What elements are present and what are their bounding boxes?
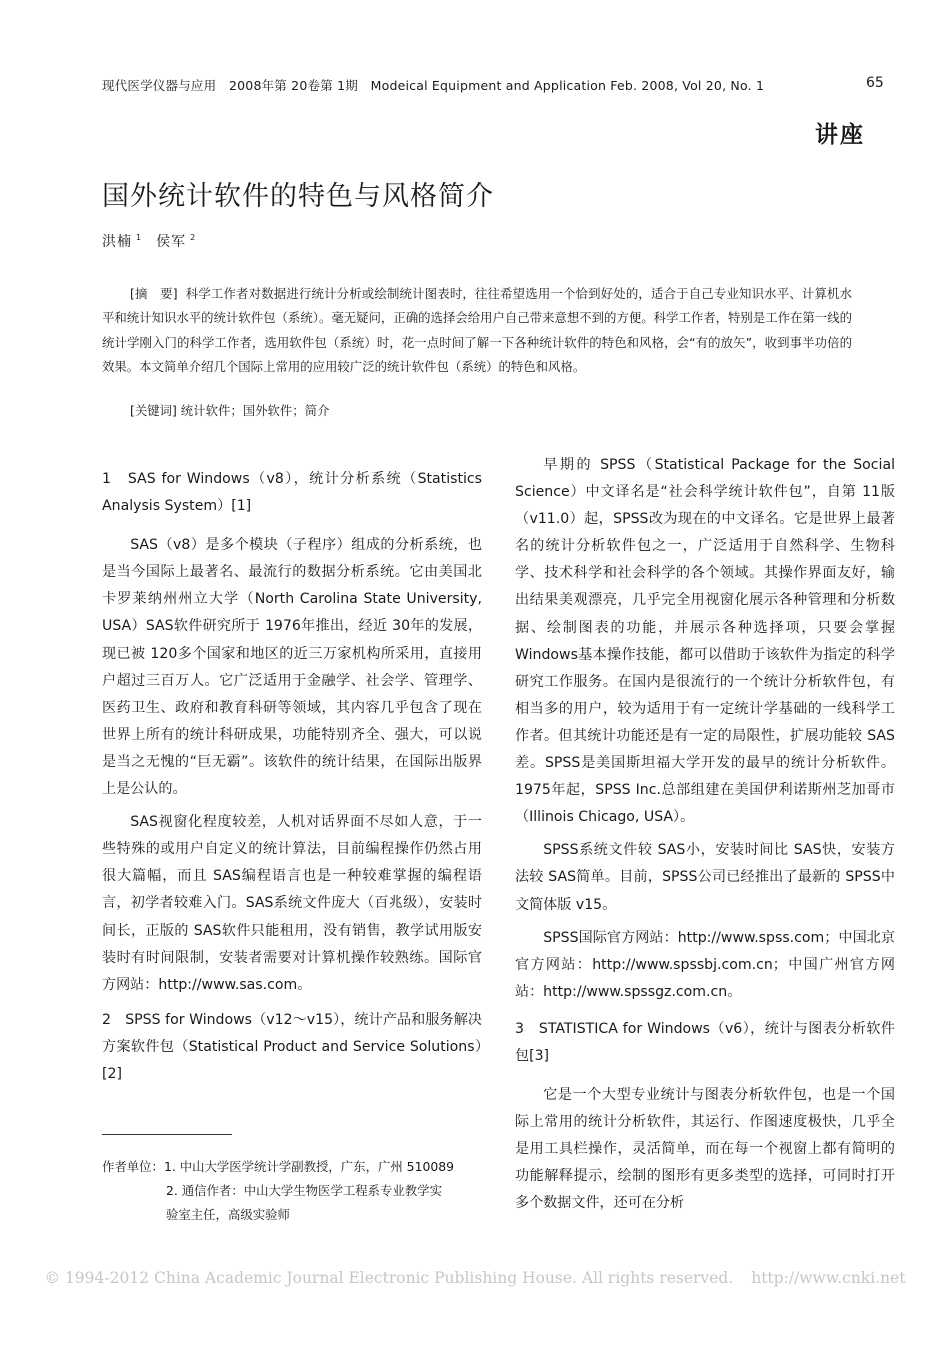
abstract-text: 科学工作者对数据进行统计分析或绘制统计图表时，往往希望选用一个恰到好处的，适合于自己专业知识水平、计算机水平和统计知识水平的统计软件包（系统）。毫无疑问，正确的选择会给用户自己带来意想不到的方便。科学工作者，特别是工作在第一线的统计学刚入门的科学工作者，选用软件包（系统）时，花一点时间了解一下各种统计软件的特色和风格，会“有的放矢”，收到事半功倍的效果。本文简单介绍几个国际上常用的应用较广泛的统计软件包（系统）的特色和风格。	[102, 286, 853, 374]
author-affil-mark: 1	[136, 233, 143, 242]
abstract	[102, 282, 852, 379]
paragraph: SAS视窗化程度较差，人机对话界面不尽如人意，于一些特殊的或用户自定义的统计算法，目前编程操作仍然占用很大篇幅，而且 SAS编程语言也是一种较难掌握的编程语言，初学者较难入门。SAS系统文件庞大（百兆级），安装时间长，正版的 SAS软件只能租用，没有销售，教学试用版安装时有时间限制，安装者需要对计算机操作较熟练。国际官方网站：http://www.sas.com。	[102, 814, 482, 993]
paragraph: SPSS国际官方网站：http://www.spss.com；中国北京官方网站：http://www.spssbj.com.cn；中国广州官方网站：http://www.spssgz.com.cn。	[515, 929, 895, 1000]
author-name: 洪楠	[102, 234, 132, 250]
copyright-watermark	[0, 1269, 950, 1287]
affiliation-line: 验室主任，高级实验师	[166, 1207, 290, 1222]
running-head: 现代医学仪器与应用 2008年第 20卷第 1期 Modeical Equipment and Application Feb. 2008, Vol 20, No. 1	[102, 78, 765, 93]
footnote-rule	[102, 1134, 232, 1135]
copyright-text: © 1994-2012 China Academic Journal Electronic Publishing House. All rights reserved.	[44, 1269, 734, 1287]
paragraph: SPSS系统文件较 SAS小，安装时间比 SAS快，安装方法较 SAS简单。目前，SPSS公司已经推出了最新的 SPSS中文简体版 v15。	[515, 842, 895, 913]
section-label: 讲座	[815, 122, 865, 148]
keywords-label: [关键词]	[130, 403, 177, 418]
affiliation-label: 作者单位：	[102, 1159, 164, 1174]
right-column	[515, 452, 895, 1218]
keywords	[130, 401, 329, 419]
page-number: 65	[866, 75, 884, 91]
author-affiliations	[102, 1155, 492, 1227]
section-heading-sas: 1 SAS for Windows（v8），统计分析系统（Statistics Analysis System）[1]	[102, 471, 482, 515]
cnki-link[interactable]: http://www.cnki.net	[751, 1269, 906, 1287]
paragraph: 它是一个大型专业统计与图表分析软件包，也是一个国际上常用的统计分析软件，其运行、作图速度极快，几乎全是用工具栏操作，灵活简单，而在每一个视窗上都有简明的功能解释提示，绘制的图形有更多类型的选择，可同时打开多个数据文件，还可在分析	[515, 1087, 895, 1212]
author-line	[102, 231, 210, 251]
section-heading-statistica: 3 STATISTICA for Windows（v6），统计与图表分析软件包[3]	[515, 1020, 895, 1064]
paragraph: SAS（v8）是多个模块（子程序）组成的分析系统，也是当今国际上最著名、最流行的数据分析系统。它由美国北卡罗莱纳州州立大学（North Carolina State University, USA）SAS软件研究所于 1976年推出，经近 30年的发展，现已被 120多个国家和地区的近三万家机构所采用，直接用户超过三百万人。它广泛适用于金融学、社会学、管理学、医药卫生、政府和教育科研等领域，其内容几乎包含了现在世界上所有的统计科研成果，功能特别齐全、强大，可以说是当之无愧的“巨无霸”。该软件的统计结果，在国际出版界上是公认的。	[102, 537, 482, 798]
author-name: 侯军	[156, 234, 187, 250]
paragraph: 早期的 SPSS（Statistical Package for the Social Science）中文译名是“社会科学统计软件包”，自第 11版（v11.0）起，SPSS改为现在的中文译名。它是世界上最著名的统计分析软件包之一，广泛适用于自然科学、生物科学、技术科学和社会科学的各个领域。其操作界面友好，输出结果美观漂亮，几乎完全用视窗化展示各种管理和分析数据、绘制图表的功能，并展示各种选择项，只要会掌握 Windows基本操作技能，都可以借助于该软件为指定的科学研究工作服务。在国内是很流行的一个统计分析软件包，有相当多的用户，较为适用于有一定统计学基础的一线科学工作者。但其统计功能还是有一定的局限性，扩展功能较 SAS差。SPSS是美国斯坦福大学开发的最早的统计分析软件。1975年起，SPSS Inc.总部组建在美国伊利诺斯州芝加哥市（Illinois Chicago, USA）。	[515, 457, 895, 826]
affiliation-line: 1. 中山大学医学统计学副教授，广东，广州 510089	[163, 1159, 454, 1174]
section-heading-spss: 2 SPSS for Windows（v12～v15），统计产品和服务解决方案软件包（Statistical Product and Service Solutions）[2]	[102, 1011, 482, 1082]
left-column	[102, 466, 482, 1088]
affiliation-line: 2. 通信作者：中山大学生物医学工程系专业教学实	[166, 1183, 442, 1198]
abstract-label: [摘 要]	[130, 286, 178, 301]
keywords-text: 统计软件；国外软件；简介	[180, 403, 330, 418]
author-affil-mark: 2	[190, 233, 197, 242]
article-title: 国外统计软件的特色与风格简介	[102, 181, 494, 212]
